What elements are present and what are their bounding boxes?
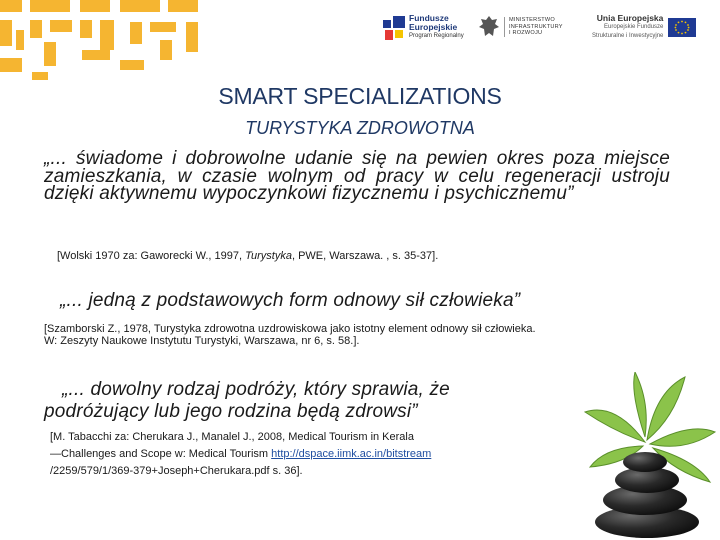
quote-definition-1: „... świadome i dobrowolne udanie się na pewien okres poza miejsce zamieszkania, w czasie wolnym od pracy w celu regeneracji ustroju dzięki aktywnemu wypoczynkowi fizycznemu i psychicznemu”: [44, 148, 670, 204]
source1-before: [Wolski 1970 za: Gaworecki W., 1997,: [57, 250, 246, 262]
source3-line3: /2259/579/1/369-379+Joseph+Cherukara.pdf s. 36].: [50, 465, 303, 477]
quote3-line2: podróżujący lub jego rodzina będą zdrowsi”: [44, 401, 418, 422]
source1-after: , PWE, Warszawa. , s. 35-37].: [291, 250, 439, 262]
quote-definition-2: „... jedną z podstawowych form odnowy sił człowieka”: [60, 290, 521, 311]
min-line1: MINISTERSTWO: [509, 17, 555, 24]
page-subtitle: TURYSTYKA ZDROWOTNA: [245, 118, 475, 138]
quote-definition-3: [44, 379, 564, 423]
source2-line2: W: Zeszyty Naukowe Instytutu Turystyki, Warszawa, nr 6, s. 58.].: [44, 335, 360, 347]
decorative-bars: [0, 0, 210, 80]
source-citation-3: [50, 429, 530, 480]
min-line2: INFRASTRUKTURY: [509, 23, 563, 30]
eu-flag-icon: [668, 18, 696, 37]
source3-line1: [M. Tabacchi za: Cherukara J., Manalel J., 2008, Medical Tourism in Kerala: [50, 431, 414, 443]
ue-line3: Strukturalne i Inwestycyjne: [592, 33, 664, 39]
source-citation-2: [44, 323, 664, 347]
page-title: SMART SPECIALIZATIONS: [218, 83, 502, 109]
spa-stones-image: [575, 372, 720, 540]
min-line3: I ROZWOJU: [509, 30, 543, 37]
eu-logo: [592, 14, 696, 41]
ue-line1: Unia Europejska: [596, 13, 664, 23]
source2-line1: [Szamborski Z., 1978, Turystyka zdrowotna uzdrowiskowa jako istotny element odnowy sił człowieka.: [44, 323, 536, 335]
dspace-link[interactable]: http://dspace.iimk.ac.in/bitstream: [271, 448, 432, 460]
ue-line2: Europejskie Fundusze: [604, 24, 664, 30]
fe-line1: Fundusze: [409, 13, 449, 23]
fe-line3: Program Regionalny: [409, 33, 464, 39]
fe-line2: Europejskie: [409, 22, 458, 32]
quote3-line1: „... dowolny rodzaj podróży, który sprawia, że: [62, 379, 450, 400]
ministry-logo: [478, 14, 563, 40]
eagle-icon: [478, 14, 500, 40]
source3-line2: —Challenges and Scope w: Medical Tourism: [50, 448, 272, 460]
source1-italic: Turystyka: [245, 250, 292, 262]
fe-star-icon: [383, 16, 405, 40]
fundusze-europejskie-logo: [383, 14, 464, 41]
source-citation-1: [57, 250, 438, 262]
